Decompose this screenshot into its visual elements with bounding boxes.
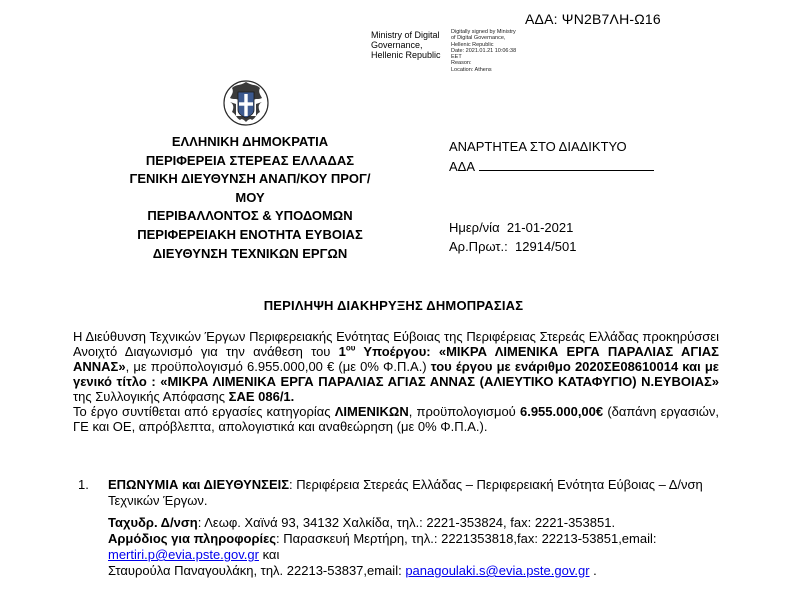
email-line bbox=[108, 547, 719, 563]
authority-line: ΠΕΡΙΦΕΡΕΙΑΚΗ ΕΝΟΤΗΤΑ ΕΥΒΟΙΑΣ bbox=[137, 226, 363, 242]
signature-label bbox=[371, 30, 441, 60]
sae-code: ΣΑΕ 086/1. bbox=[228, 389, 295, 404]
address-text: : Λεωφ. Χαϊνά 93, 34132 Χαλκίδα, τηλ.: 2221-353824, fax: 2221-353851. bbox=[197, 515, 616, 530]
entity-label: ΕΠΩΝΥΜΙΑ και ΔΙΕΥΘΥΝΣΕΙΣ bbox=[108, 477, 290, 492]
list-item bbox=[108, 477, 719, 579]
signature-line: Hellenic Republic bbox=[371, 50, 441, 60]
subproject-number: $1^{o\upsilon}$ Υποέργου bbox=[338, 343, 427, 359]
signature-detail-line: Digitally signed by Ministry bbox=[451, 29, 516, 35]
signature-detail-line: Date: 2021.01.21 10:06:38 bbox=[451, 47, 517, 54]
date-value: 21-01-2021 bbox=[506, 220, 574, 235]
protocol-label: Αρ.Πρωτ.: bbox=[449, 238, 508, 254]
signature-detail-line: EET bbox=[451, 54, 462, 61]
contact2-text: Σταυρούλα Παναγουλάκη, τηλ. 22213-53837,email: bbox=[108, 563, 406, 578]
contact2-line bbox=[108, 563, 719, 579]
date-protocol-block bbox=[449, 219, 576, 256]
signature-detail-line: Hellenic Republic bbox=[451, 41, 494, 48]
ordinal-superscript: ου bbox=[345, 343, 356, 353]
budget-amount: 6.955.000,00€ bbox=[519, 404, 604, 419]
body-text: , προϋπολογισμού bbox=[408, 404, 520, 419]
body-text: Η Διεύθυνση Τεχνικών Έργων Περιφερειακής Ενότητας Εύβοιας της Περιφέρειας Στερεάς Ελλάδας προκηρύσσει Ανοιχτό Διαγωνισμό για την ανάθεση του bbox=[73, 329, 719, 359]
email-link-mertiri[interactable]: mertiri.p@evia.pste.gov.gr bbox=[108, 547, 259, 562]
contact-line bbox=[108, 531, 719, 547]
authority-line: ΠΕΡΙΦΕΡΕΙΑ ΣΤΕΡΕΑΣ ΕΛΛΑΔΑΣ bbox=[145, 152, 355, 168]
project-title: του έργου με ενάριθμο 2020ΣΕ08610014 και με γενικό τίτλο : «ΜΙΚΡΑ ΛΙΜΕΝΙΚΑ ΕΡΓΑ ΠΑΡΑΛΙΑΣ ΑΓΙΑΣ ΑΝΝΑΣ (ΑΛΙΕΥΤΙΚΟ ΚΑΤΑΦΥΓΙΟ) Ν.ΕΥΒΟΙΑΣ» bbox=[73, 359, 719, 389]
contact-text: : Παρασκευή Μερτήρη, τηλ.: 2221353818,fax: 22213-53851,email: bbox=[276, 531, 657, 546]
signature-detail-line: Reason: bbox=[451, 60, 472, 67]
date-label: Ημερ/νία bbox=[449, 220, 500, 235]
work-category: ΛΙΜΕΝΙΚΩΝ bbox=[334, 404, 409, 419]
address-label: Ταχυδρ. Δ/νση bbox=[108, 515, 198, 530]
signature-line: Governance, bbox=[371, 40, 423, 50]
entity-line bbox=[108, 477, 719, 509]
authority-line: ΓΕΝΙΚΗ ΔΙΕΥΘΥΝΣΗ ΑΝΑΠ/ΚΟΥ ΠΡΟΓ/ΜΟΥ bbox=[129, 171, 371, 205]
entity-text: : Περιφέρεια Στερεάς Ελλάδας – Περιφερειακή Ενότητα Εύβοιας – Δ/νση Τεχνικών Έργων. bbox=[108, 477, 703, 508]
signature-line: Ministry of Digital bbox=[371, 30, 440, 40]
authority-line: ΔΙΕΥΘΥΝΣΗ ΤΕΧΝΙΚΩΝ ΕΡΓΩΝ bbox=[152, 245, 348, 261]
email-link-panagoulaki[interactable]: panagoulaki.s@evia.pste.gov.gr bbox=[405, 563, 590, 578]
authority-header bbox=[120, 133, 380, 263]
document-title: ΠΕΡΙΛΗΨΗ ΔΙΑΚΗΡΥΞΗΣ ΔΗΜΟΠΡΑΣΙΑΣ bbox=[263, 298, 524, 313]
contact-label: Αρμόδιος για πληροφορίες bbox=[108, 531, 277, 546]
ada-label: ΑΔΑ bbox=[449, 159, 476, 174]
authority-line: ΕΛΛΗΝΙΚΗ ΔΗΜΟΚΡΑΤΙΑ bbox=[171, 134, 329, 149]
body-text: (δαπάνη εργασιών, ΓΕ και ΟΕ, απρόβλεπτα, απολογιστικά και αναθεώρηση (με 0% Φ.Π.Α.). bbox=[73, 404, 719, 434]
ada-blank-line bbox=[479, 157, 654, 171]
email-after-text: και bbox=[258, 547, 280, 562]
greek-emblem-icon bbox=[222, 78, 270, 126]
publish-label: ΑΝΑΡΤΗΤΕΑ ΣΤΟ ΔΙΑΔΙΚΤΥΟ bbox=[449, 139, 627, 154]
ada-code: ΑΔΑ: ΨΝ2Β7ΛΗ-Ω16 bbox=[525, 11, 661, 27]
email2-after-text: . bbox=[589, 563, 597, 578]
protocol-value: 12914/501 bbox=[515, 238, 577, 254]
body-text: , με προϋπολογισμό 6.955.000,00 € (με 0% Φ.Π.Α.) bbox=[125, 359, 431, 374]
address-line bbox=[108, 515, 719, 531]
signature-details bbox=[451, 29, 516, 73]
announcement-body bbox=[73, 329, 719, 434]
subproject-title: : «ΜΙΚΡΑ ΛΙΜΕΝΙΚΑ ΕΡΓΑ ΠΑΡΑΛΙΑΣ ΑΓΙΑΣ ΑΝΝΑΣ» bbox=[73, 344, 719, 374]
body-text: Το έργο συντίθεται από εργασίες κατηγορίας bbox=[73, 404, 335, 419]
signature-detail-line: of Digital Governance, bbox=[451, 35, 506, 42]
signature-detail-line: Location: Athens bbox=[451, 66, 492, 73]
authority-line: ΠΕΡΙΒΑΛΛΟΝΤΟΣ & ΥΠΟΔΟΜΩΝ bbox=[147, 208, 353, 224]
body-text: της Συλλογικής Απόφασης bbox=[73, 389, 229, 404]
list-item-number: 1. bbox=[78, 477, 89, 492]
ada-field bbox=[449, 157, 654, 177]
protocol-line bbox=[449, 238, 576, 257]
date-line bbox=[449, 219, 576, 238]
publish-block bbox=[449, 137, 654, 177]
